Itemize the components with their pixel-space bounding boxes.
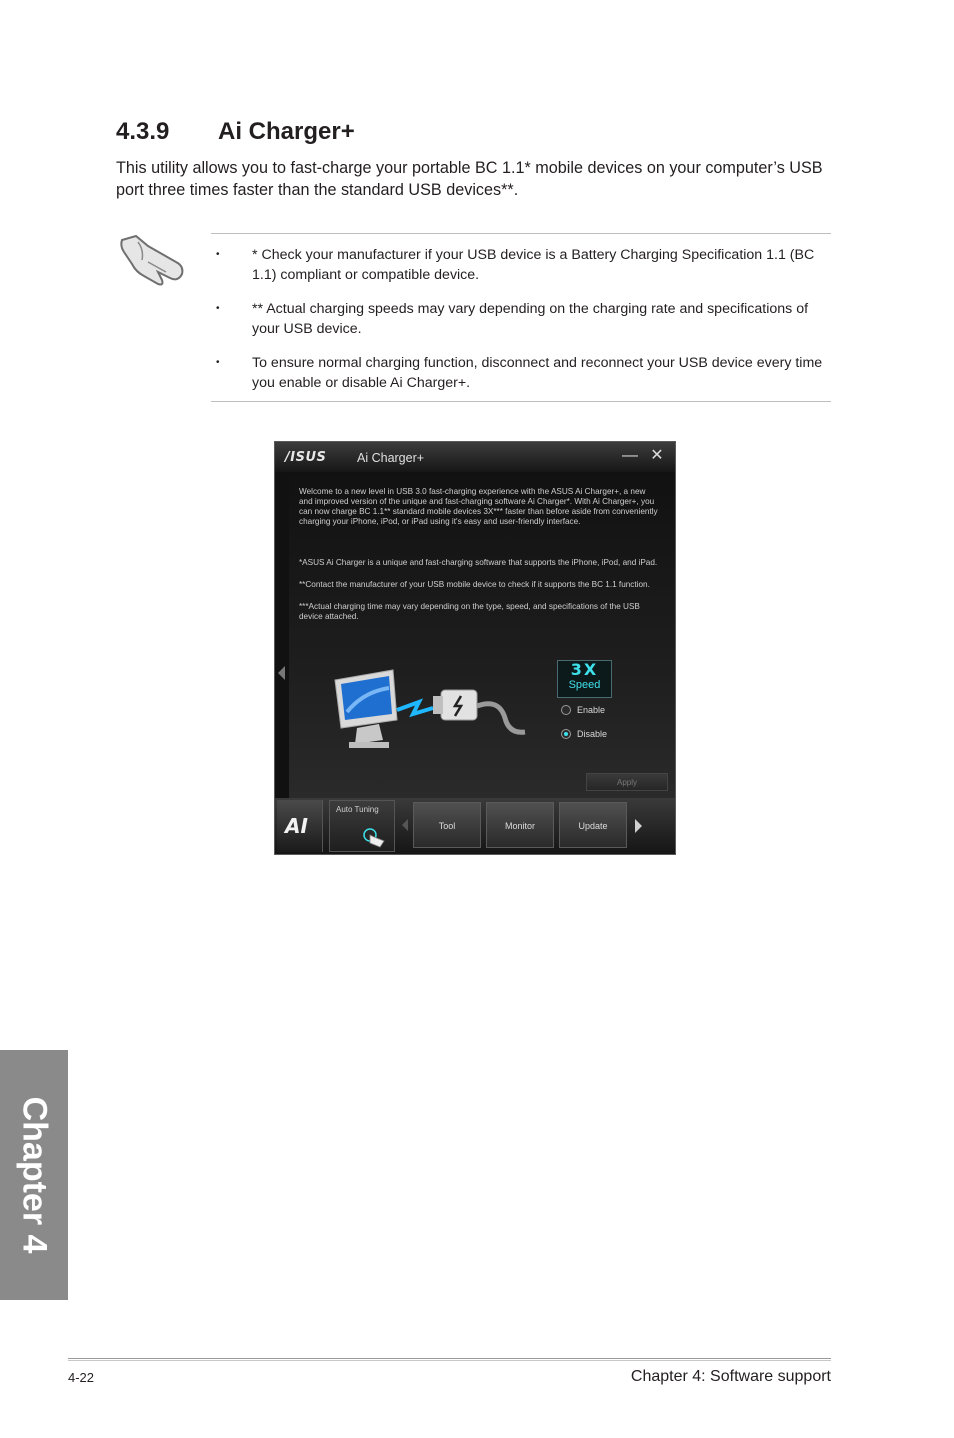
note-item bbox=[216, 353, 830, 393]
disable-label: Disable bbox=[577, 729, 608, 739]
note-text: To ensure normal charging function, disconnect and reconnect your USB device every time you enable or disable Ai Charger+. bbox=[252, 355, 823, 391]
page-number: 4-22 bbox=[68, 1370, 95, 1385]
footer-chapter-title: Chapter 4: Software support bbox=[630, 1368, 831, 1385]
footnote-3: ***Actual charging time may vary depending on the type, speed, and specifications of the USB device attached. bbox=[299, 602, 640, 622]
charger-content bbox=[289, 472, 675, 798]
chapter-tab-label: Chapter 4 bbox=[15, 1096, 54, 1254]
enable-radio[interactable] bbox=[561, 705, 571, 715]
bottom-toolbar bbox=[275, 798, 675, 854]
speed-badge bbox=[557, 660, 612, 698]
footer-rule bbox=[68, 1358, 831, 1361]
enable-option[interactable] bbox=[561, 705, 605, 715]
note-item bbox=[216, 245, 830, 285]
window-titlebar[interactable] bbox=[275, 442, 675, 472]
note-top-rule bbox=[211, 233, 831, 234]
pc-usb-charging-illustration bbox=[329, 662, 529, 754]
note-bottom-rule bbox=[211, 401, 831, 402]
note-hand-icon bbox=[118, 232, 190, 288]
footnote-1: *ASUS Ai Charger is a unique and fast-charging software that supports the iPhone, iPod, and iPad. bbox=[299, 558, 658, 567]
auto-tuning-label: Auto Tuning bbox=[336, 805, 379, 814]
ai-charger-window bbox=[274, 441, 676, 855]
tab-tool[interactable]: Tool bbox=[413, 802, 481, 848]
footnote-2: **Contact the manufacturer of your USB mobile device to check if it supports the BC 1.1 function. bbox=[299, 580, 650, 589]
note-text: * Check your manufacturer if your USB device is a Battery Charging Specification 1.1 (BC 1.1) compliant or compatible device. bbox=[252, 247, 815, 283]
speed-multiplier: 3X bbox=[570, 660, 599, 679]
section-title: Ai Charger+ bbox=[218, 118, 355, 145]
ai-suite-logo[interactable] bbox=[277, 800, 323, 852]
scroll-left-arrow-icon[interactable] bbox=[402, 819, 408, 831]
ai-suite-logo-text: AI bbox=[285, 814, 308, 838]
scroll-right-arrow-icon[interactable] bbox=[635, 819, 642, 833]
enable-label: Enable bbox=[577, 705, 606, 715]
disable-option[interactable] bbox=[561, 729, 607, 739]
speed-label: Speed bbox=[568, 679, 601, 691]
intro-paragraph: This utility allows you to fast-charge your portable BC 1.1* mobile devices on your computer’s USB port three times faster than the standard USB devices**. bbox=[116, 159, 823, 199]
note-item bbox=[216, 299, 830, 339]
apply-button[interactable]: Apply bbox=[586, 773, 668, 791]
minimize-button[interactable]: — bbox=[622, 447, 638, 464]
section-number: 4.3.9 bbox=[116, 118, 170, 145]
hand-pointer-icon bbox=[362, 827, 388, 849]
close-button[interactable]: ✕ bbox=[650, 447, 664, 464]
tab-monitor[interactable]: Monitor bbox=[486, 802, 554, 848]
note-bullet: • bbox=[216, 357, 220, 368]
tab-update[interactable]: Update bbox=[559, 802, 627, 848]
note-bullet: • bbox=[216, 303, 220, 314]
section-heading bbox=[116, 118, 355, 146]
expand-left-arrow-icon[interactable] bbox=[278, 666, 285, 680]
asus-logo: /ISUS bbox=[285, 450, 327, 465]
auto-tuning-button[interactable] bbox=[329, 800, 395, 852]
disable-radio[interactable] bbox=[561, 729, 571, 739]
welcome-text: Welcome to a new level in USB 3.0 fast-charging experience with the ASUS Ai Charger+, a new and improved version of the unique and fast-charging software Ai Charger*. With Ai Charger+, you can now charge BC 1.1** standard mobile devices 3X*** faster than before aside from conveniently charging your iPhone, iPod, or iPad using it's easy and user-friendly interface. bbox=[299, 487, 658, 527]
chapter-side-tab bbox=[0, 1050, 68, 1300]
window-title: Ai Charger+ bbox=[357, 451, 425, 465]
note-text: ** Actual charging speeds may vary depending on the charging rate and specifications of your USB device. bbox=[252, 301, 809, 337]
side-panel-strip[interactable] bbox=[275, 472, 289, 798]
note-bullet: • bbox=[216, 249, 220, 260]
